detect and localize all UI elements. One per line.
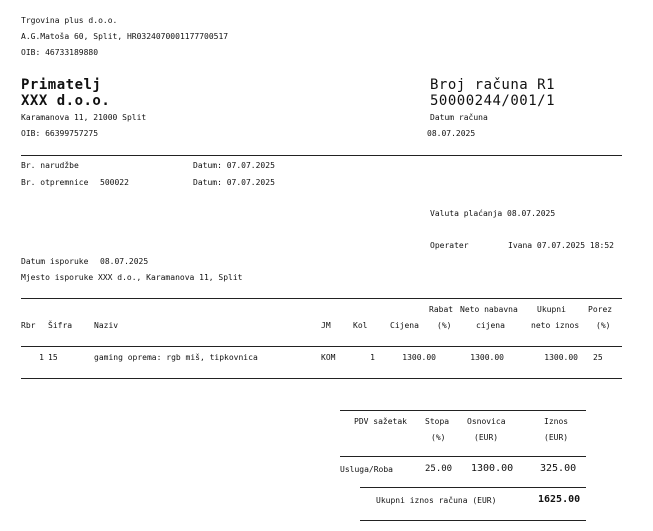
divider — [21, 155, 622, 156]
seller-address: A.G.Matoša 60, Split, HR0324070001177700517 — [21, 32, 229, 41]
vat-col-iznos-unit: (EUR) — [544, 433, 569, 442]
vat-col-stopa-unit: (%) — [431, 433, 446, 442]
col-cijena: Cijena — [390, 321, 419, 330]
vat-row-iznos: 325.00 — [540, 463, 577, 474]
col-porez-unit: (%) — [596, 321, 611, 330]
invoice-date: 08.07.2025 — [427, 129, 476, 138]
vat-col-stopa: Stopa — [425, 417, 450, 426]
vat-summary-label: PDV sažetak — [354, 417, 407, 426]
vat-col-osnovica: Osnovica — [467, 417, 506, 426]
vat-row-osnovica: 1300.00 — [471, 463, 514, 474]
divider — [21, 346, 622, 347]
invoice-total-value: 1625.00 — [538, 494, 581, 505]
divider — [360, 487, 586, 488]
col-rbr: Rbr — [21, 321, 36, 330]
currency-label: Valuta plaćanja — [430, 209, 503, 218]
row-porez: 25 — [593, 353, 603, 362]
divider — [340, 456, 586, 457]
col-neto-2: cijena — [476, 321, 505, 330]
vat-row-label: Usluga/Roba — [340, 465, 393, 474]
divider — [360, 520, 586, 521]
divider — [340, 410, 586, 411]
buyer-address: Karamanova 11, 21000 Split — [21, 113, 147, 122]
delivery-note-label: Br. otpremnice — [21, 178, 89, 187]
row-rbr: 1 — [39, 353, 44, 362]
col-neto: Neto nabavna — [460, 305, 518, 314]
seller-name: Trgovina plus d.o.o. — [21, 16, 118, 25]
currency-date: 08.07.2025 — [507, 209, 556, 218]
row-ukupni: 1300.00 — [544, 353, 578, 362]
delivery-date: 08.07.2025 — [100, 257, 149, 266]
col-sifra: Šifra — [48, 321, 73, 330]
invoice-date-label: Datum računa — [430, 113, 488, 122]
buyer-oib: OIB: 66399757275 — [21, 129, 99, 138]
col-rabat: Rabat — [429, 305, 454, 314]
delivery-place-label: Mjesto isporuke — [21, 273, 94, 282]
invoice-total-label: Ukupni iznos računa (EUR) — [376, 496, 497, 505]
row-jm: KOM — [321, 353, 336, 362]
divider — [21, 298, 622, 299]
col-ukupni-2: neto iznos — [531, 321, 580, 330]
row-sifra: 15 — [48, 353, 58, 362]
vat-col-osnovica-unit: (EUR) — [474, 433, 499, 442]
col-porez: Porez — [588, 305, 613, 314]
row-naziv: gaming oprema: rgb miš, tipkovnica — [94, 353, 258, 362]
col-ukupni: Ukupni — [537, 305, 566, 314]
delivery-date-label: Datum isporuke — [21, 257, 89, 266]
vat-row-stopa: 25.00 — [425, 464, 453, 474]
buyer-heading: Primatelj — [21, 77, 102, 93]
operator-label: Operater — [430, 241, 469, 250]
vat-col-iznos: Iznos — [544, 417, 569, 426]
seller-oib: OIB: 46733189880 — [21, 48, 99, 57]
operator-value: Ivana 07.07.2025 18:52 — [508, 241, 614, 250]
delivery-place: XXX d.o., Karamanova 11, Split — [98, 273, 243, 282]
buyer-name: XXX d.o.o. — [21, 93, 111, 109]
col-kol: Kol — [353, 321, 368, 330]
col-jm: JM — [321, 321, 331, 330]
order-label: Br. narudžbe — [21, 161, 79, 170]
invoice-heading: Broj računa R1 — [430, 77, 556, 93]
col-rabat-unit: (%) — [437, 321, 452, 330]
divider — [21, 378, 622, 379]
delivery-note-number: 500022 — [100, 178, 129, 187]
delivery-note-date: Datum: 07.07.2025 — [193, 178, 275, 187]
row-neto: 1300.00 — [470, 353, 504, 362]
order-date: Datum: 07.07.2025 — [193, 161, 275, 170]
col-naziv: Naziv — [94, 321, 119, 330]
row-cijena: 1300.00 — [402, 353, 436, 362]
invoice-number: 50000244/001/1 — [430, 93, 556, 109]
row-kol: 1 — [370, 353, 375, 362]
